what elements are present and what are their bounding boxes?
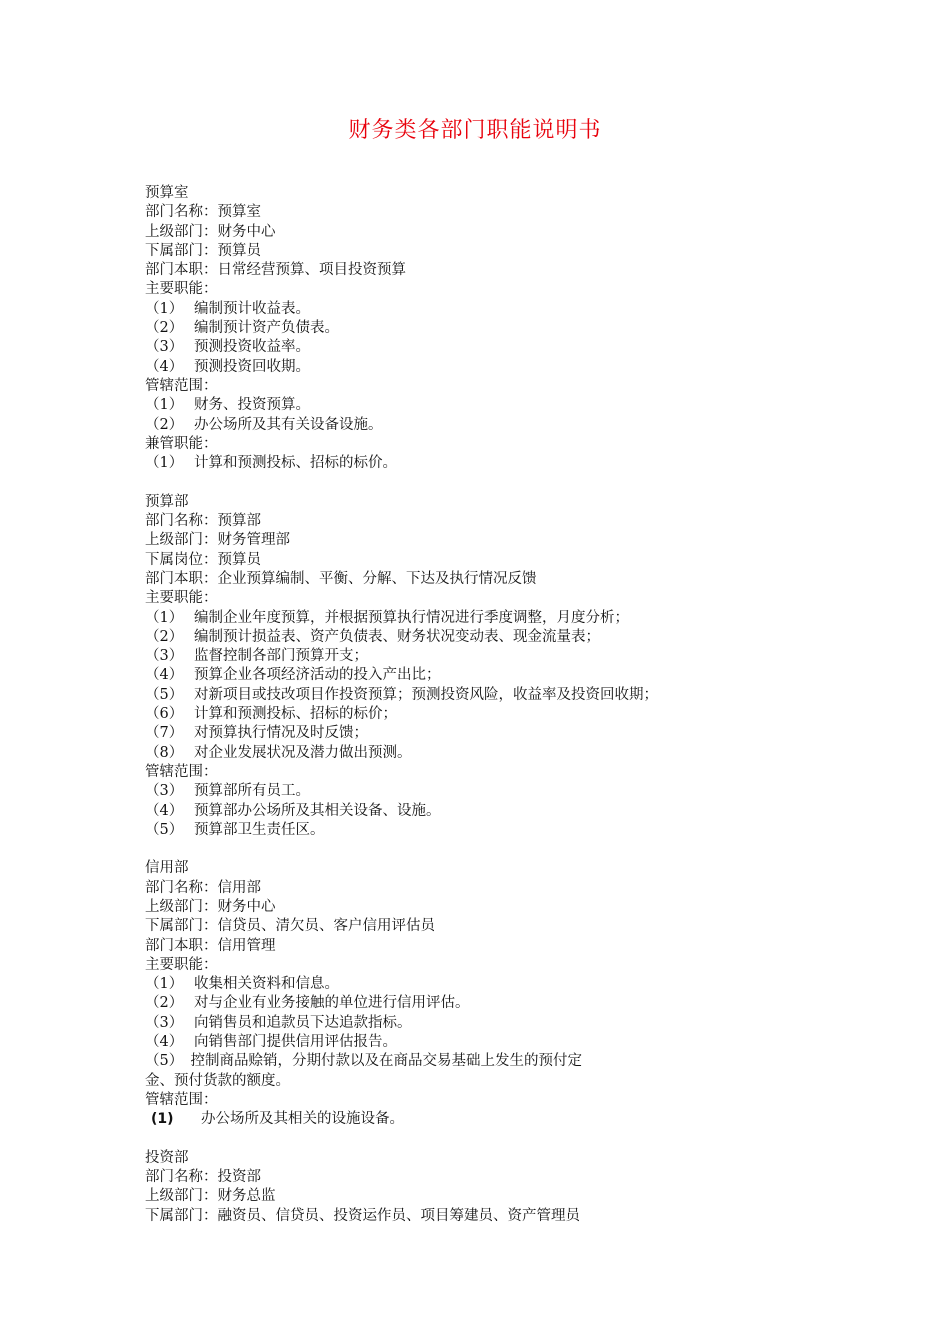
field-dept-name: 部门名称：信用部 [145, 879, 261, 896]
list-item [145, 338, 765, 357]
list-item [145, 705, 765, 724]
item-number: （3） [145, 1014, 184, 1031]
item-text: 收集相关资料和信息。 [194, 976, 339, 993]
list-item [145, 358, 765, 377]
item-number: （4） [145, 802, 184, 819]
section-investment-department [145, 1149, 765, 1226]
field-sub-position: 下属岗位：预算员 [145, 551, 261, 568]
list-item [145, 1014, 765, 1033]
item-number: （5） [145, 821, 184, 838]
item-number: （2） [145, 416, 184, 433]
field-dept-duty: 部门本职：日常经营预算、项目投资预算 [145, 262, 406, 279]
section-spacer [145, 840, 765, 859]
item-text: 向销售部门提供信用评估报告。 [194, 1034, 397, 1051]
item-number: （1） [145, 455, 184, 472]
item-number: （3） [145, 339, 184, 356]
field-parent-dept: 上级部门：财务中心 [145, 223, 276, 240]
field-parent-dept: 上级部门：财务中心 [145, 898, 276, 915]
section-heading: 预算部 [145, 493, 189, 510]
list-item [145, 724, 765, 743]
item-text: 预算部办公场所及其相关设备、设施。 [194, 802, 441, 819]
item-text: 对预算执行情况及时反馈； [194, 725, 368, 742]
duties-label: 主要职能： [145, 956, 218, 973]
item-number: （8） [145, 744, 184, 761]
duties-label: 主要职能： [145, 590, 218, 607]
item-text: 对企业发展状况及潜力做出预测。 [194, 744, 412, 761]
item-number: （7） [145, 725, 184, 742]
item-number: （4） [145, 358, 184, 375]
list-item-wrapped-line-1: （5） 控制商品赊销，分期付款以及在商品交易基础上发生的预付定 [145, 1053, 582, 1070]
field-sub-dept: 下属部门：预算员 [145, 242, 261, 259]
item-number: （3） [145, 648, 184, 665]
field-sub-dept: 下属部门：信贷员、清欠员、客户信用评估员 [145, 918, 435, 935]
item-text: 监督控制各部门预算开支； [194, 648, 368, 665]
item-text: 办公场所及其有关设备设施。 [194, 416, 383, 433]
item-text: 预算部所有员工。 [194, 783, 310, 800]
item-text: 对与企业有业务接触的单位进行信用评估。 [194, 995, 470, 1012]
field-dept-name: 部门名称：投资部 [145, 1169, 261, 1186]
duties-label: 主要职能： [145, 281, 218, 298]
list-item [145, 300, 765, 319]
section-heading: 投资部 [145, 1149, 189, 1166]
item-text: 预测投资回收期。 [194, 358, 310, 375]
list-item [145, 686, 765, 705]
item-text: 办公场所及其相关的设施设备。 [201, 1111, 404, 1128]
item-number: （3） [145, 783, 184, 800]
item-number: (1) [151, 1111, 174, 1128]
item-number: （2） [145, 628, 184, 645]
item-text: 计算和预测投标、招标的标价； [194, 706, 397, 723]
list-item [145, 647, 765, 666]
item-text: 预算部卫生责任区。 [194, 821, 325, 838]
document-title: 财务类各部门职能说明书 [348, 118, 602, 143]
section-budget-department [145, 493, 765, 840]
item-number: （5） [145, 686, 184, 703]
section-spacer [145, 1130, 765, 1149]
list-item [145, 994, 765, 1013]
section-heading: 信用部 [145, 860, 189, 877]
section-credit-department [145, 859, 765, 1129]
item-number: （1） [145, 609, 184, 626]
item-number: （4） [145, 1034, 184, 1051]
item-number: （4） [145, 667, 184, 684]
scope-label: 管辖范围： [145, 377, 218, 394]
field-sub-dept: 下属部门：融资员、信贷员、投资运作员、项目筹建员、资产管理员 [145, 1207, 580, 1224]
item-number: （1） [145, 300, 184, 317]
item-text: 编制预计收益表。 [194, 300, 310, 317]
item-text: 编制预计损益表、资产负债表、财务状况变动表、现金流量表； [194, 628, 600, 645]
list-item [145, 744, 765, 763]
item-text: 财务、投资预算。 [194, 397, 310, 414]
list-item [145, 821, 765, 840]
item-text: 向销售员和追款员下达追款指标。 [194, 1014, 412, 1031]
list-item [145, 628, 765, 647]
scope-label: 管辖范围： [145, 1091, 218, 1108]
item-text: 编制预计资产负债表。 [194, 320, 339, 337]
list-item [145, 802, 765, 821]
list-item [145, 319, 765, 338]
item-number: （2） [145, 995, 184, 1012]
extra-label: 兼管职能： [145, 435, 218, 452]
section-budget-office [145, 184, 765, 473]
item-number: （1） [145, 397, 184, 414]
list-item [145, 782, 765, 801]
list-item [145, 666, 765, 685]
list-item-wrapped-line-2: 金、预付货款的额度。 [145, 1072, 290, 1089]
list-item [145, 416, 765, 435]
item-text: 预测投资收益率。 [194, 339, 310, 356]
section-spacer [145, 473, 765, 492]
list-item [145, 1033, 765, 1052]
item-number: （2） [145, 320, 184, 337]
list-item [145, 396, 765, 415]
list-item [145, 454, 765, 473]
field-dept-duty: 部门本职：信用管理 [145, 937, 276, 954]
field-dept-duty: 部门本职：企业预算编制、平衡、分解、下达及执行情况反馈 [145, 570, 537, 587]
item-text: 预算企业各项经济活动的投入产出比； [194, 667, 441, 684]
item-text: 编制企业年度预算，并根据预算执行情况进行季度调整，月度分析； [194, 609, 629, 626]
item-text: 对新项目或技改项目作投资预算；预测投资风险，收益率及投资回收期； [194, 686, 658, 703]
list-item [145, 975, 765, 994]
scope-label: 管辖范围： [145, 763, 218, 780]
document-body [145, 184, 765, 1226]
section-heading: 预算室 [145, 185, 189, 201]
item-text: 计算和预测投标、招标的标价。 [194, 455, 397, 472]
field-dept-name: 部门名称：预算室 [145, 204, 261, 221]
item-number: （6） [145, 706, 184, 723]
field-parent-dept: 上级部门：财务管理部 [145, 532, 290, 549]
list-item [145, 1110, 765, 1129]
field-dept-name: 部门名称：预算部 [145, 513, 261, 530]
item-number: （1） [145, 976, 184, 993]
field-parent-dept: 上级部门：财务总监 [145, 1188, 276, 1205]
list-item [145, 609, 765, 628]
